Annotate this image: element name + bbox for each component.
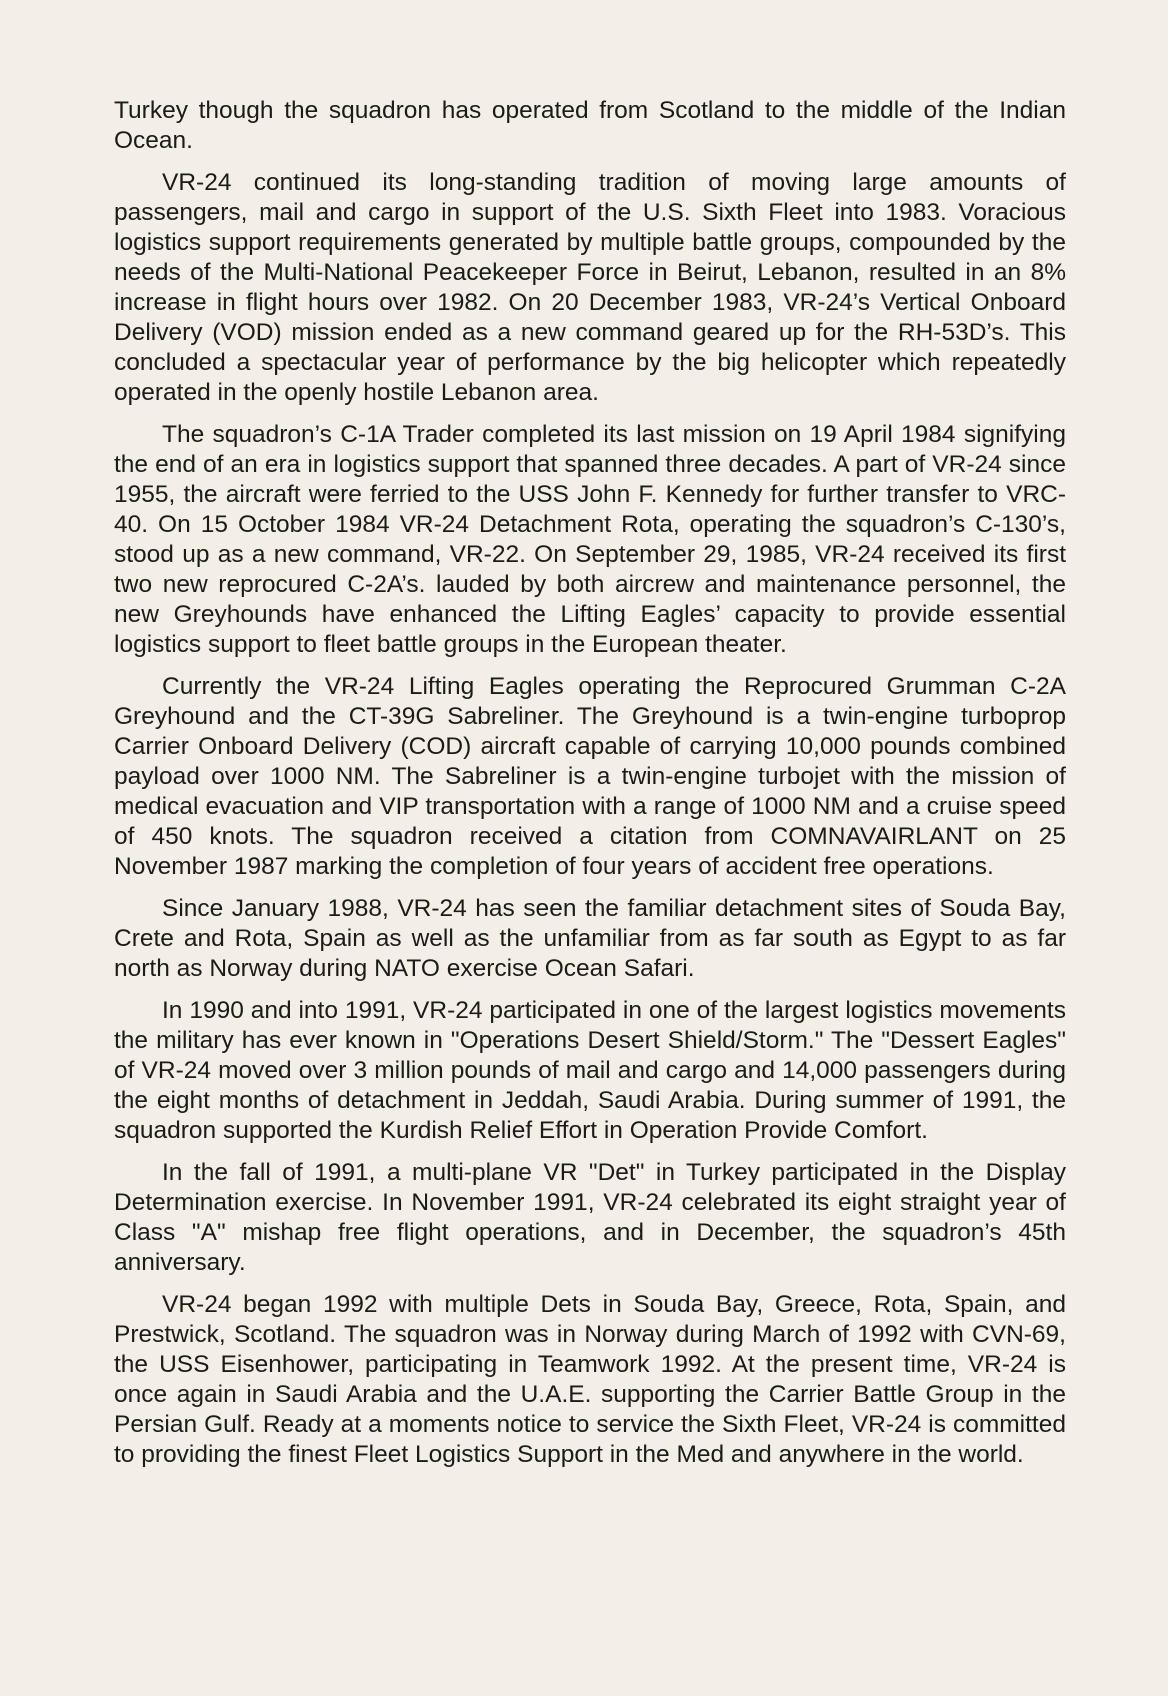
paragraph-5: Since January 1988, VR-24 has seen the familiar detachment sites of Souda Bay, Crete and Rota, Spain as well as the unfamiliar from as far south as Egypt to as far north as Norway during NATO exercise Ocean Safari. bbox=[114, 895, 1066, 982]
paragraph-6: In 1990 and into 1991, VR-24 participated in one of the largest logistics movements the military has ever known in "Operations Desert Shield/Storm." The "Dessert Eagles" of VR-24 moved over 3 million pounds of mail and cargo and 14,000 passengers during the eight months of detachment in Jeddah, Saudi Arabia. During summer of 1991, the squadron supported the Kurdish Relief Effort in Operation Provide Comfort. bbox=[114, 997, 1066, 1144]
paragraph-3: The squadron’s C-1A Trader completed its last mission on 19 April 1984 signifying the end of an era in logistics support that spanned three decades. A part of VR-24 since 1955, the aircraft were ferried to the USS John F. Kennedy for further transfer to VRC-40. On 15 October 1984 VR-24 Detachment Rota, operating the squadron’s C-130’s, stood up as a new command, VR-22. On September 29, 1985, VR-24 received its first two new reprocured C-2A’s. lauded by both aircrew and maintenance personnel, the new Greyhounds have enhanced the Lifting Eagles’ capacity to provide essential logistics support to fleet battle groups in the European theater. bbox=[114, 421, 1066, 658]
document-body bbox=[114, 96, 1066, 1482]
paragraph-7: In the fall of 1991, a multi-plane VR "Det" in Turkey participated in the Display Determination exercise. In November 1991, VR-24 celebrated its eight straight year of Class "A" mishap free flight operations, and in December, the squadron’s 45th anniversary. bbox=[114, 1159, 1066, 1276]
paragraph-8: VR-24 began 1992 with multiple Dets in Souda Bay, Greece, Rota, Spain, and Prestwick, Scotland. The squadron was in Norway during March of 1992 with CVN-69, the USS Eisenhower, participating in Teamwork 1992. At the present time, VR-24 is once again in Saudi Arabia and the U.A.E. supporting the Carrier Battle Group in the Persian Gulf. Ready at a moments notice to service the Sixth Fleet, VR-24 is committed to providing the finest Fleet Logistics Support in the Med and anywhere in the world. bbox=[114, 1291, 1066, 1468]
paragraph-2: VR-24 continued its long-standing tradition of moving large amounts of passengers, mail and cargo in support of the U.S. Sixth Fleet into 1983. Voracious logistics support requirements generated by multiple battle groups, compounded by the needs of the Multi-National Peacekeeper Force in Beirut, Lebanon, resulted in an 8% increase in flight hours over 1982. On 20 December 1983, VR-24’s Vertical Onboard Delivery (VOD) mission ended as a new command geared up for the RH-53D’s. This concluded a spectacular year of performance by the big helicopter which repeatedly operated in the openly hostile Lebanon area. bbox=[114, 169, 1066, 406]
paragraph-1: Turkey though the squadron has operated from Scotland to the middle of the Indian Ocean. bbox=[114, 97, 1066, 154]
paragraph-4: Currently the VR-24 Lifting Eagles operating the Reprocured Grumman C-2A Greyhound and the CT-39G Sabreliner. The Greyhound is a twin-engine turboprop Carrier Onboard Delivery (COD) aircraft capable of carrying 10,000 pounds combined payload over 1000 NM. The Sabreliner is a twin-engine turbojet with the mission of medical evacuation and VIP transportation with a range of 1000 NM and a cruise speed of 450 knots. The squadron received a citation from COMNAVAIRLANT on 25 November 1987 marking the completion of four years of accident free operations. bbox=[114, 673, 1066, 880]
